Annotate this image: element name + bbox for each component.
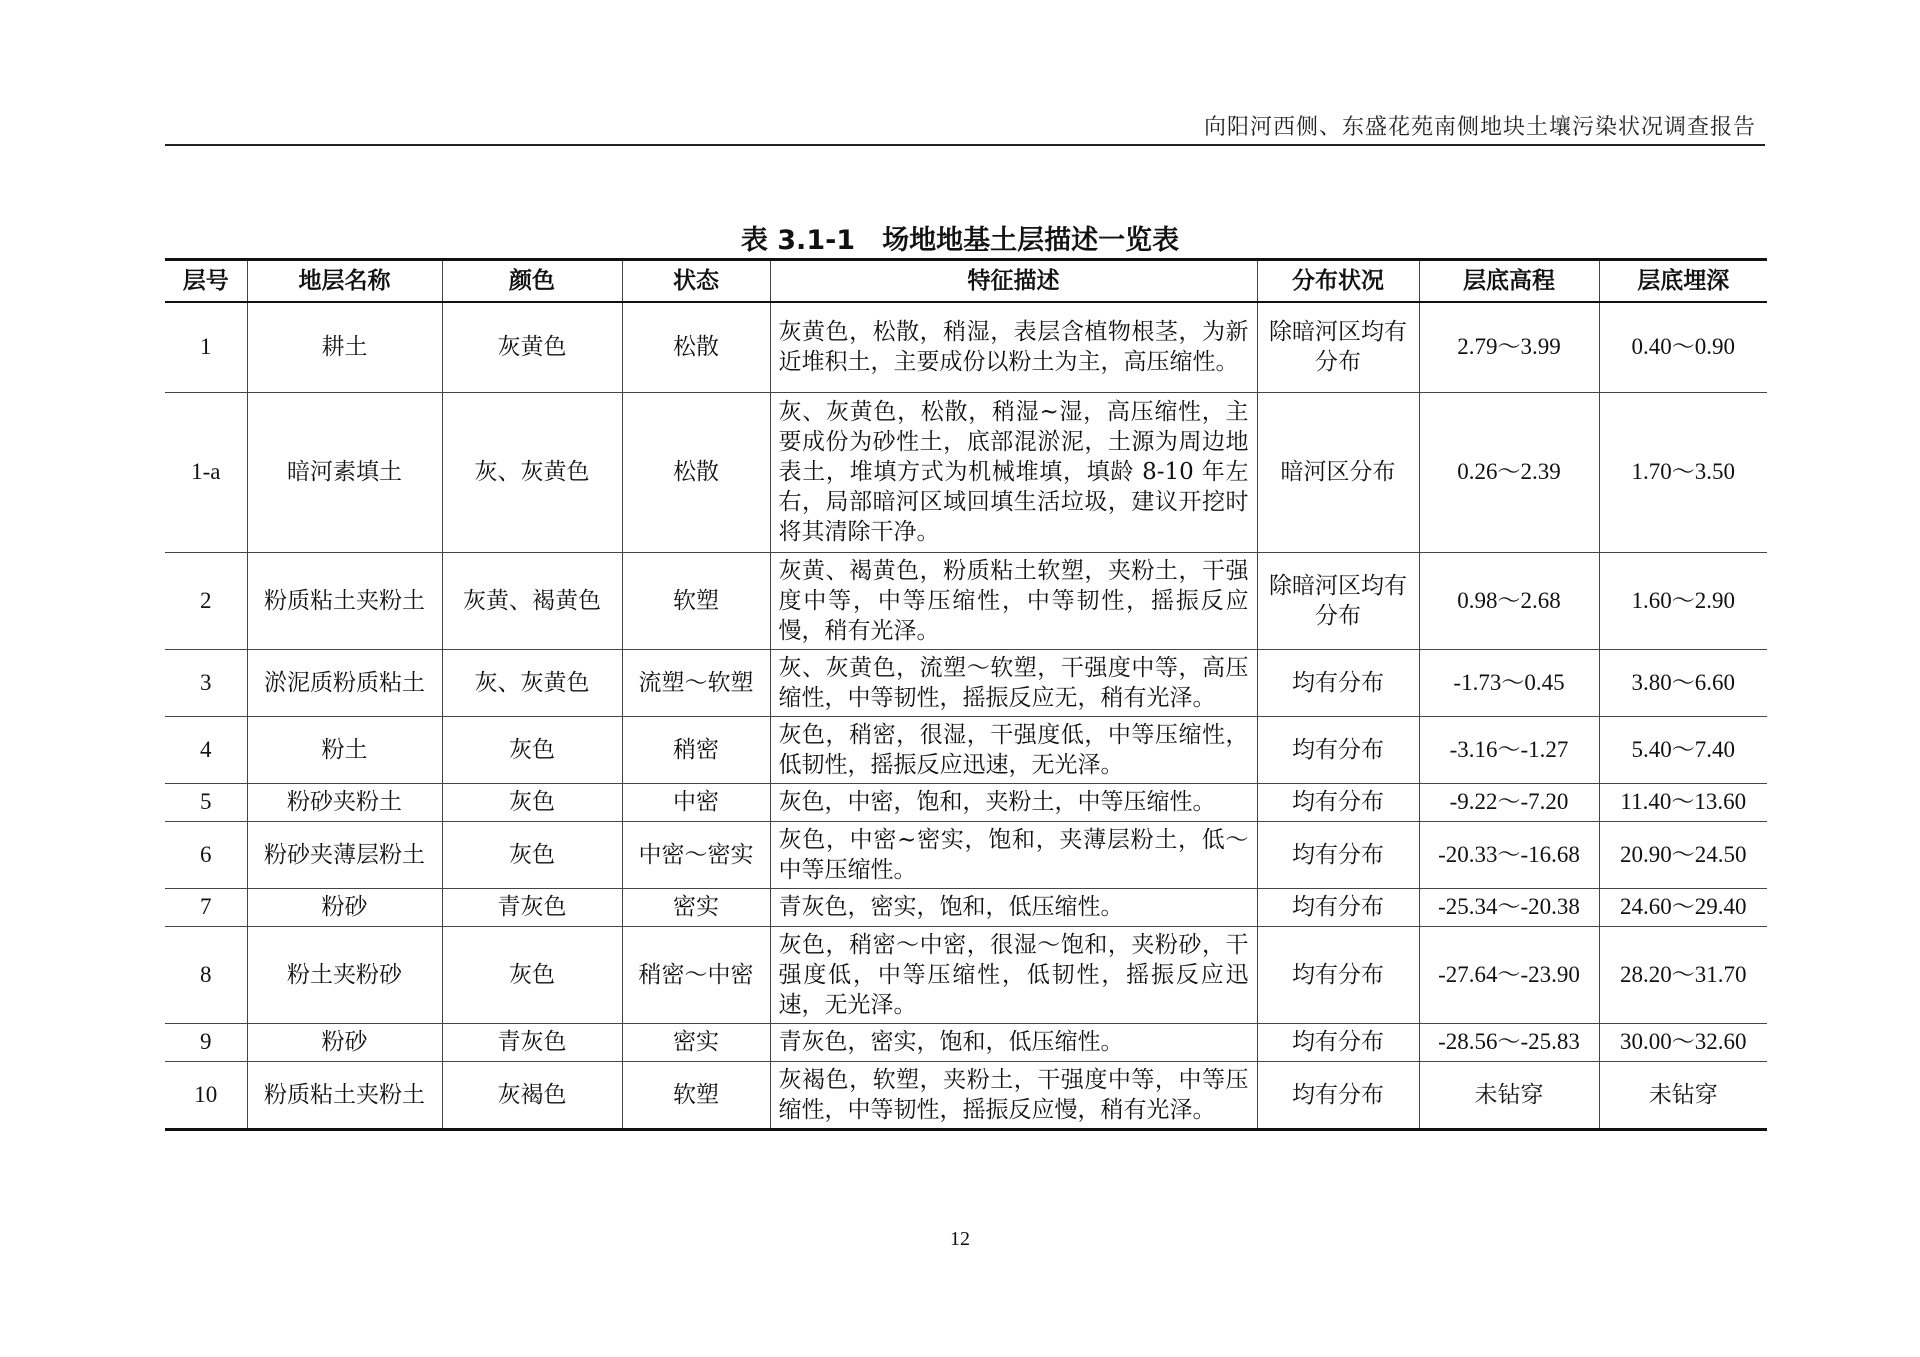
cell-color: 灰、灰黄色: [442, 649, 622, 716]
cell-layer-name: 粉砂: [247, 1023, 442, 1061]
cell-distribution: 均有分布: [1257, 1023, 1419, 1061]
cell-layer-no: 1: [165, 302, 247, 392]
column-header-color: 颜色: [442, 260, 622, 303]
cell-description: 灰色，稍密，很湿，干强度低，中等压缩性，低韧性，摇振反应迅速，无光泽。: [770, 716, 1257, 783]
table-header-row: [165, 260, 1767, 303]
cell-bottom-elevation: -27.64～-23.90: [1419, 926, 1599, 1023]
cell-bottom-depth: 24.60～29.40: [1599, 888, 1767, 926]
cell-layer-no: 3: [165, 649, 247, 716]
cell-description: 灰黄、褐黄色，粉质粘土软塑，夹粉土，干强度中等，中等压缩性，中等韧性，摇振反应慢，稍有光泽。: [770, 552, 1257, 649]
table-row: [165, 1061, 1767, 1129]
cell-state: 松散: [622, 392, 770, 552]
table-row: [165, 926, 1767, 1023]
cell-bottom-depth: 未钻穿: [1599, 1061, 1767, 1129]
cell-layer-no: 7: [165, 888, 247, 926]
table-row: [165, 888, 1767, 926]
cell-description: 灰色，中密~密实，饱和，夹薄层粉土，低～中等压缩性。: [770, 821, 1257, 888]
cell-bottom-depth: 5.40～7.40: [1599, 716, 1767, 783]
cell-bottom-elevation: -3.16～-1.27: [1419, 716, 1599, 783]
cell-layer-no: 10: [165, 1061, 247, 1129]
column-header-bottom-depth: 层底埋深: [1599, 260, 1767, 303]
cell-layer-no: 4: [165, 716, 247, 783]
cell-distribution: 均有分布: [1257, 716, 1419, 783]
soil-layer-table: [165, 258, 1767, 1131]
table-row: [165, 1023, 1767, 1061]
cell-layer-no: 6: [165, 821, 247, 888]
cell-color: 灰色: [442, 783, 622, 821]
cell-bottom-depth: 28.20～31.70: [1599, 926, 1767, 1023]
cell-bottom-elevation: -28.56～-25.83: [1419, 1023, 1599, 1061]
cell-distribution: 均有分布: [1257, 783, 1419, 821]
cell-layer-no: 2: [165, 552, 247, 649]
column-header-state: 状态: [622, 260, 770, 303]
cell-distribution: 均有分布: [1257, 821, 1419, 888]
cell-state: 密实: [622, 1023, 770, 1061]
column-header-distribution: 分布状况: [1257, 260, 1419, 303]
cell-state: 稍密～中密: [622, 926, 770, 1023]
cell-state: 流塑～软塑: [622, 649, 770, 716]
cell-bottom-elevation: 0.26～2.39: [1419, 392, 1599, 552]
cell-color: 灰色: [442, 716, 622, 783]
cell-state: 中密: [622, 783, 770, 821]
table-row: [165, 649, 1767, 716]
cell-description: 灰、灰黄色，流塑～软塑，干强度中等，高压缩性，中等韧性，摇振反应无，稍有光泽。: [770, 649, 1257, 716]
column-header-layer-name: 地层名称: [247, 260, 442, 303]
cell-bottom-depth: 11.40～13.60: [1599, 783, 1767, 821]
cell-distribution: 暗河区分布: [1257, 392, 1419, 552]
cell-bottom-elevation: 2.79～3.99: [1419, 302, 1599, 392]
cell-state: 稍密: [622, 716, 770, 783]
cell-layer-no: 5: [165, 783, 247, 821]
cell-bottom-elevation: 0.98～2.68: [1419, 552, 1599, 649]
cell-description: 灰、灰黄色，松散，稍湿~湿，高压缩性，主要成份为砂性土，底部混淤泥，土源为周边地表土，堆填方式为机械堆填，填龄 8-10 年左右，局部暗河区域回填生活垃圾，建议开挖时将其清除干净。: [770, 392, 1257, 552]
cell-state: 密实: [622, 888, 770, 926]
cell-description: 青灰色，密实，饱和，低压缩性。: [770, 888, 1257, 926]
cell-layer-name: 粉砂夹粉土: [247, 783, 442, 821]
cell-layer-name: 淤泥质粉质粘土: [247, 649, 442, 716]
table-row: [165, 552, 1767, 649]
cell-color: 灰、灰黄色: [442, 392, 622, 552]
cell-layer-name: 粉砂: [247, 888, 442, 926]
cell-distribution: 除暗河区均有分布: [1257, 552, 1419, 649]
cell-state: 中密～密实: [622, 821, 770, 888]
cell-bottom-depth: 1.60～2.90: [1599, 552, 1767, 649]
table-row: [165, 392, 1767, 552]
cell-layer-name: 耕土: [247, 302, 442, 392]
cell-layer-no: 1-a: [165, 392, 247, 552]
cell-state: 软塑: [622, 552, 770, 649]
table-row: [165, 783, 1767, 821]
cell-bottom-elevation: -20.33～-16.68: [1419, 821, 1599, 888]
cell-layer-no: 9: [165, 1023, 247, 1061]
cell-distribution: 均有分布: [1257, 1061, 1419, 1129]
cell-color: 灰黄色: [442, 302, 622, 392]
cell-distribution: 除暗河区均有分布: [1257, 302, 1419, 392]
cell-bottom-depth: 3.80～6.60: [1599, 649, 1767, 716]
cell-layer-name: 粉土: [247, 716, 442, 783]
cell-layer-name: 暗河素填土: [247, 392, 442, 552]
cell-bottom-depth: 20.90～24.50: [1599, 821, 1767, 888]
table-body: [165, 302, 1767, 1129]
cell-layer-name: 粉质粘土夹粉土: [247, 1061, 442, 1129]
cell-layer-no: 8: [165, 926, 247, 1023]
cell-state: 软塑: [622, 1061, 770, 1129]
cell-description: 灰色，稍密～中密，很湿～饱和，夹粉砂，干强度低，中等压缩性，低韧性，摇振反应迅速，无光泽。: [770, 926, 1257, 1023]
column-header-description: 特征描述: [770, 260, 1257, 303]
cell-description: 青灰色，密实，饱和，低压缩性。: [770, 1023, 1257, 1061]
cell-description: 灰褐色，软塑，夹粉土，干强度中等，中等压缩性，中等韧性，摇振反应慢，稍有光泽。: [770, 1061, 1257, 1129]
cell-bottom-depth: 1.70～3.50: [1599, 392, 1767, 552]
header-divider: [165, 144, 1765, 146]
cell-layer-name: 粉砂夹薄层粉土: [247, 821, 442, 888]
cell-color: 青灰色: [442, 1023, 622, 1061]
cell-bottom-elevation: -9.22～-7.20: [1419, 783, 1599, 821]
cell-description: 灰黄色，松散，稍湿，表层含植物根茎，为新近堆积土，主要成份以粉土为主，高压缩性。: [770, 302, 1257, 392]
table-row: [165, 302, 1767, 392]
cell-distribution: 均有分布: [1257, 926, 1419, 1023]
table-caption: 表 3.1-1 场地地基土层描述一览表: [740, 225, 1180, 256]
cell-layer-name: 粉质粘土夹粉土: [247, 552, 442, 649]
report-header-title: 向阳河西侧、东盛花苑南侧地块土壤污染状况调查报告: [1203, 115, 1756, 140]
cell-color: 灰黄、褐黄色: [442, 552, 622, 649]
cell-bottom-elevation: 未钻穿: [1419, 1061, 1599, 1129]
cell-color: 灰褐色: [442, 1061, 622, 1129]
cell-state: 松散: [622, 302, 770, 392]
column-header-bottom-elevation: 层底高程: [1419, 260, 1599, 303]
page-number: 12: [950, 1228, 970, 1250]
column-header-layer-no: 层号: [165, 260, 247, 303]
table-row: [165, 716, 1767, 783]
cell-bottom-elevation: -25.34～-20.38: [1419, 888, 1599, 926]
cell-color: 灰色: [442, 926, 622, 1023]
cell-color: 青灰色: [442, 888, 622, 926]
cell-bottom-elevation: -1.73～0.45: [1419, 649, 1599, 716]
soil-layer-table-container: [165, 258, 1767, 1131]
cell-color: 灰色: [442, 821, 622, 888]
cell-description: 灰色，中密，饱和，夹粉土，中等压缩性。: [770, 783, 1257, 821]
cell-bottom-depth: 0.40～0.90: [1599, 302, 1767, 392]
cell-distribution: 均有分布: [1257, 888, 1419, 926]
cell-bottom-depth: 30.00～32.60: [1599, 1023, 1767, 1061]
cell-layer-name: 粉土夹粉砂: [247, 926, 442, 1023]
cell-distribution: 均有分布: [1257, 649, 1419, 716]
table-row: [165, 821, 1767, 888]
